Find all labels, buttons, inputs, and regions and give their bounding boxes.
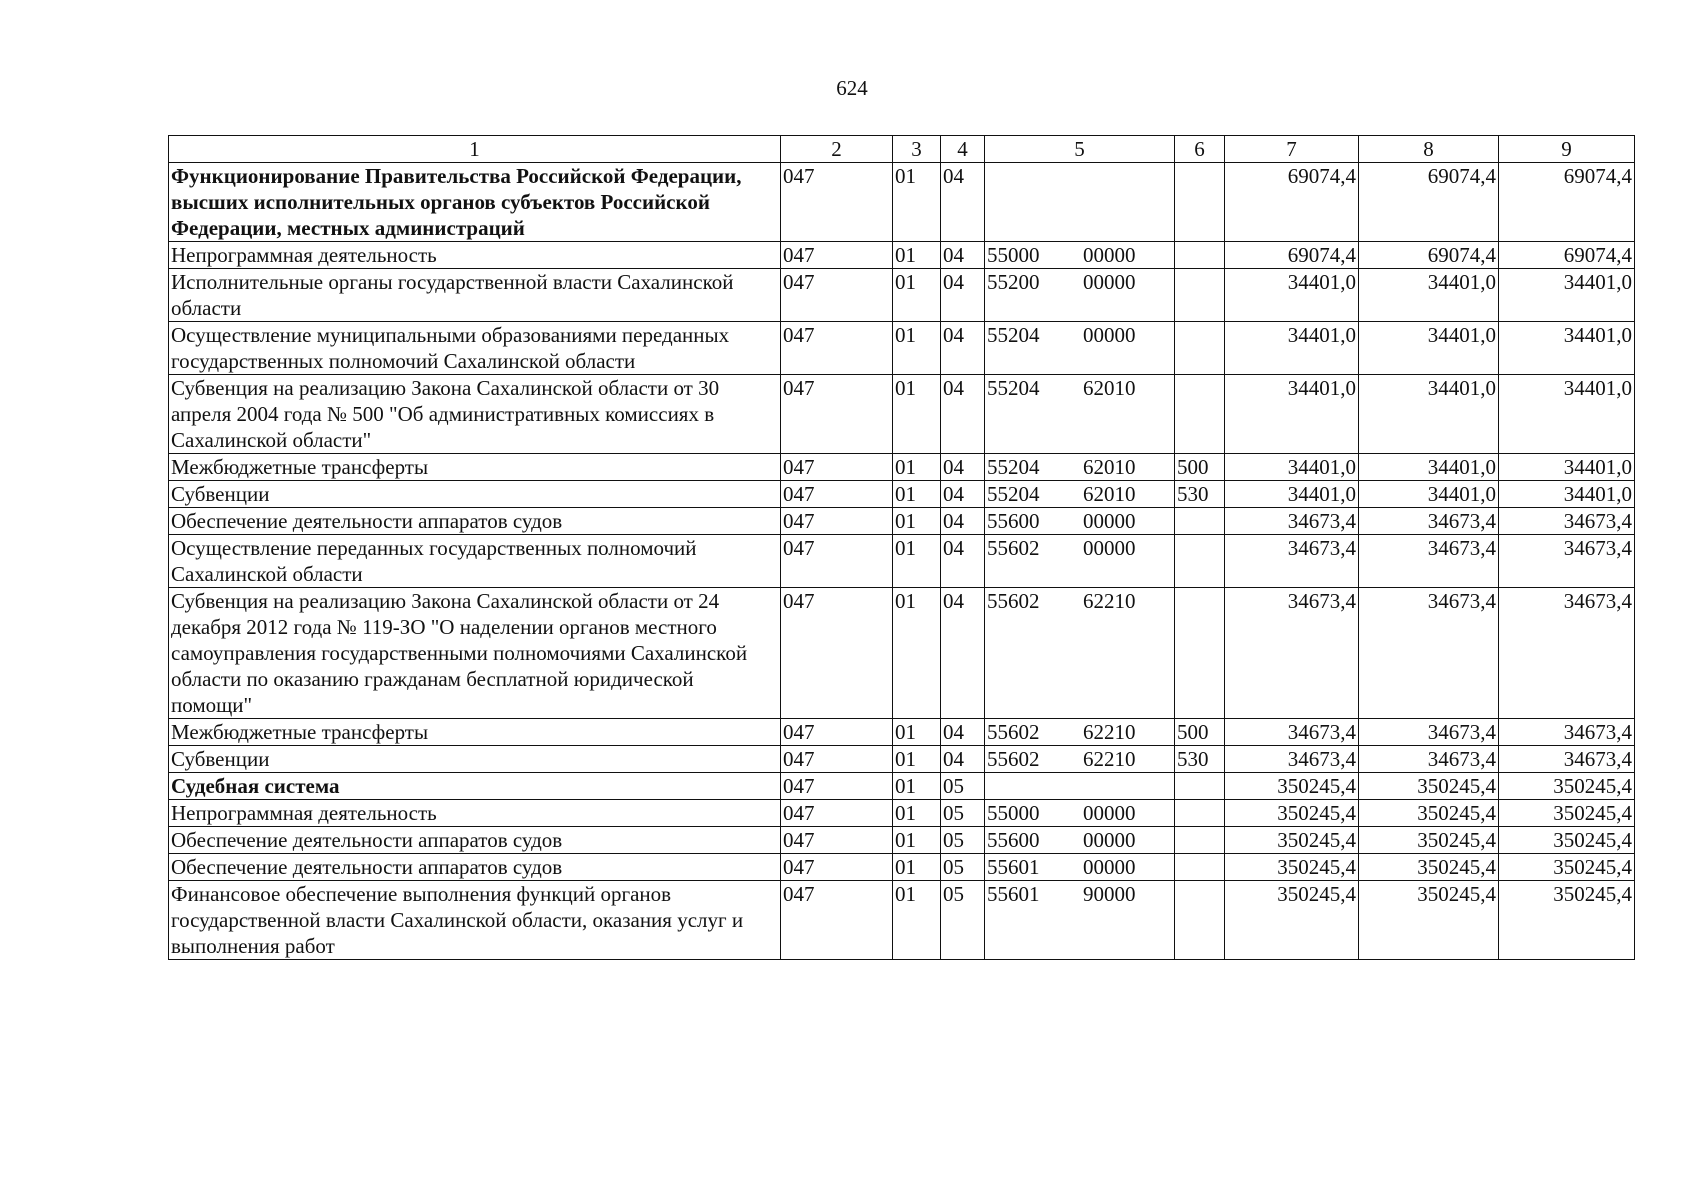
row-code-c3: 01	[893, 854, 941, 881]
table-body	[169, 163, 1635, 960]
row-amount-c9: 350245,4	[1499, 827, 1635, 854]
row-amount-c9: 34401,0	[1499, 481, 1635, 508]
row-amount-c7: 350245,4	[1225, 773, 1359, 800]
row-code-c5	[985, 881, 1175, 960]
row-code-c3: 01	[893, 827, 941, 854]
row-code-c3: 01	[893, 454, 941, 481]
table-row	[169, 854, 1635, 881]
row-code-c6	[1175, 535, 1225, 588]
row-amount-c8: 34401,0	[1359, 375, 1499, 454]
row-code-c6	[1175, 508, 1225, 535]
row-amount-c9: 34673,4	[1499, 508, 1635, 535]
row-name: Обеспечение деятельности аппаратов судов	[169, 508, 781, 535]
row-code-c5-program: 55204	[987, 455, 1040, 479]
row-code-c4: 04	[941, 242, 985, 269]
row-amount-c7: 69074,4	[1225, 242, 1359, 269]
row-amount-c8: 350245,4	[1359, 773, 1499, 800]
row-code-c5	[985, 481, 1175, 508]
row-amount-c9: 34401,0	[1499, 375, 1635, 454]
row-amount-c7: 34401,0	[1225, 481, 1359, 508]
row-code-c4: 04	[941, 322, 985, 375]
row-code-c5-program: 55600	[987, 509, 1040, 533]
row-amount-c9: 350245,4	[1499, 800, 1635, 827]
row-amount-c8: 34673,4	[1359, 508, 1499, 535]
row-name: Непрограммная деятельность	[169, 242, 781, 269]
table-row	[169, 481, 1635, 508]
row-amount-c7: 34401,0	[1225, 322, 1359, 375]
row-code-c5-direction: 00000	[1083, 270, 1136, 294]
row-code-c2: 047	[781, 454, 893, 481]
row-code-c5-program: 55602	[987, 720, 1040, 744]
header-col-7: 7	[1225, 136, 1359, 163]
row-amount-c8: 34401,0	[1359, 454, 1499, 481]
row-code-c3: 01	[893, 881, 941, 960]
row-code-c2: 047	[781, 242, 893, 269]
row-code-c6: 530	[1175, 746, 1225, 773]
row-amount-c7: 350245,4	[1225, 827, 1359, 854]
row-amount-c8: 350245,4	[1359, 800, 1499, 827]
row-code-c5-direction: 00000	[1083, 243, 1136, 267]
row-code-c5	[985, 269, 1175, 322]
row-amount-c7: 34401,0	[1225, 269, 1359, 322]
table-row	[169, 163, 1635, 242]
row-amount-c8: 34401,0	[1359, 269, 1499, 322]
row-code-c3: 01	[893, 375, 941, 454]
table-row	[169, 322, 1635, 375]
row-amount-c9: 350245,4	[1499, 881, 1635, 960]
header-col-2: 2	[781, 136, 893, 163]
row-name: Субвенции	[169, 481, 781, 508]
row-amount-c8: 350245,4	[1359, 854, 1499, 881]
row-code-c2: 047	[781, 800, 893, 827]
header-col-4: 4	[941, 136, 985, 163]
row-code-c4: 05	[941, 800, 985, 827]
row-code-c5-direction: 00000	[1083, 828, 1136, 852]
row-amount-c8: 350245,4	[1359, 881, 1499, 960]
row-code-c5-program: 55204	[987, 376, 1040, 400]
row-amount-c7: 34673,4	[1225, 746, 1359, 773]
row-code-c2: 047	[781, 719, 893, 746]
table-header-row	[169, 136, 1635, 163]
row-code-c3: 01	[893, 242, 941, 269]
row-amount-c8: 34673,4	[1359, 588, 1499, 719]
row-code-c5-direction: 90000	[1083, 882, 1136, 906]
header-col-6: 6	[1175, 136, 1225, 163]
row-amount-c8: 34401,0	[1359, 322, 1499, 375]
row-code-c4: 05	[941, 881, 985, 960]
row-code-c2: 047	[781, 854, 893, 881]
row-code-c5-program: 55602	[987, 747, 1040, 771]
row-amount-c9: 34673,4	[1499, 535, 1635, 588]
row-amount-c7: 34673,4	[1225, 719, 1359, 746]
row-code-c5-direction: 62010	[1083, 376, 1136, 400]
row-amount-c8: 34673,4	[1359, 719, 1499, 746]
row-amount-c8: 34673,4	[1359, 535, 1499, 588]
row-amount-c8: 350245,4	[1359, 827, 1499, 854]
row-amount-c9: 34673,4	[1499, 719, 1635, 746]
row-code-c5	[985, 242, 1175, 269]
row-code-c3: 01	[893, 746, 941, 773]
row-amount-c9: 69074,4	[1499, 242, 1635, 269]
row-amount-c9: 34673,4	[1499, 588, 1635, 719]
row-code-c2: 047	[781, 163, 893, 242]
row-code-c2: 047	[781, 881, 893, 960]
table-row	[169, 746, 1635, 773]
table-row	[169, 719, 1635, 746]
row-code-c4: 04	[941, 535, 985, 588]
table-row	[169, 800, 1635, 827]
row-name: Исполнительные органы государственной власти Сахалинской области	[169, 269, 781, 322]
row-name: Обеспечение деятельности аппаратов судов	[169, 827, 781, 854]
row-code-c3: 01	[893, 269, 941, 322]
row-code-c5-direction: 62210	[1083, 747, 1136, 771]
row-code-c4: 04	[941, 375, 985, 454]
row-code-c5	[985, 322, 1175, 375]
row-code-c5-direction: 62210	[1083, 589, 1136, 613]
row-name: Функционирование Правительства Российской Федерации, высших исполнительных органов субъектов Российской Федерации, местных администраций	[169, 163, 781, 242]
row-amount-c9: 69074,4	[1499, 163, 1635, 242]
row-code-c6: 500	[1175, 454, 1225, 481]
row-amount-c9: 34401,0	[1499, 322, 1635, 375]
row-amount-c9: 34401,0	[1499, 269, 1635, 322]
row-amount-c8: 34673,4	[1359, 746, 1499, 773]
row-amount-c7: 34673,4	[1225, 588, 1359, 719]
row-code-c6	[1175, 322, 1225, 375]
table-row	[169, 881, 1635, 960]
row-code-c2: 047	[781, 375, 893, 454]
row-code-c5-program: 55600	[987, 828, 1040, 852]
row-code-c3: 01	[893, 800, 941, 827]
row-code-c6	[1175, 854, 1225, 881]
table-row	[169, 588, 1635, 719]
row-code-c5-program: 55601	[987, 882, 1040, 906]
row-code-c5-program: 55200	[987, 270, 1040, 294]
row-amount-c8: 34401,0	[1359, 481, 1499, 508]
row-amount-c8: 69074,4	[1359, 242, 1499, 269]
row-code-c5-direction: 00000	[1083, 509, 1136, 533]
row-code-c5-program: 55602	[987, 536, 1040, 560]
row-amount-c7: 69074,4	[1225, 163, 1359, 242]
row-code-c6	[1175, 269, 1225, 322]
row-code-c5-direction: 62210	[1083, 720, 1136, 744]
table-row	[169, 375, 1635, 454]
row-code-c3: 01	[893, 535, 941, 588]
table-row	[169, 454, 1635, 481]
row-name: Субвенции	[169, 746, 781, 773]
row-code-c5	[985, 508, 1175, 535]
table-row	[169, 827, 1635, 854]
row-code-c5-program: 55602	[987, 589, 1040, 613]
row-code-c5	[985, 588, 1175, 719]
header-col-1: 1	[169, 136, 781, 163]
row-code-c5	[985, 454, 1175, 481]
row-code-c3: 01	[893, 719, 941, 746]
row-code-c4: 04	[941, 746, 985, 773]
row-name: Финансовое обеспечение выполнения функций органов государственной власти Сахалинской области, оказания услуг и выполнения работ	[169, 881, 781, 960]
row-code-c6: 500	[1175, 719, 1225, 746]
row-code-c5	[985, 827, 1175, 854]
row-code-c6	[1175, 163, 1225, 242]
row-code-c4: 04	[941, 269, 985, 322]
row-code-c5-direction: 62010	[1083, 482, 1136, 506]
row-code-c5-direction: 00000	[1083, 323, 1136, 347]
row-code-c5	[985, 800, 1175, 827]
row-code-c4: 04	[941, 163, 985, 242]
row-code-c2: 047	[781, 827, 893, 854]
row-code-c6	[1175, 827, 1225, 854]
row-name: Непрограммная деятельность	[169, 800, 781, 827]
row-amount-c9: 34401,0	[1499, 454, 1635, 481]
row-name: Осуществление муниципальными образованиями переданных государственных полномочий Сахалинской области	[169, 322, 781, 375]
row-code-c5-program: 55601	[987, 855, 1040, 879]
row-code-c5	[985, 773, 1175, 800]
row-code-c5	[985, 746, 1175, 773]
row-amount-c9: 350245,4	[1499, 773, 1635, 800]
row-code-c2: 047	[781, 746, 893, 773]
row-code-c4: 04	[941, 481, 985, 508]
row-code-c5	[985, 854, 1175, 881]
row-code-c4: 05	[941, 854, 985, 881]
header-col-3: 3	[893, 136, 941, 163]
row-amount-c8: 69074,4	[1359, 163, 1499, 242]
row-code-c3: 01	[893, 322, 941, 375]
row-code-c6	[1175, 242, 1225, 269]
header-col-8: 8	[1359, 136, 1499, 163]
budget-table	[168, 135, 1635, 960]
row-code-c5-direction: 00000	[1083, 801, 1136, 825]
row-code-c2: 047	[781, 773, 893, 800]
row-amount-c9: 350245,4	[1499, 854, 1635, 881]
row-amount-c7: 350245,4	[1225, 881, 1359, 960]
row-code-c5-program: 55204	[987, 323, 1040, 347]
row-code-c3: 01	[893, 508, 941, 535]
row-code-c5-program: 55000	[987, 243, 1040, 267]
row-name: Субвенция на реализацию Закона Сахалинской области от 30 апреля 2004 года № 500 "Об административных комиссиях в Сахалинской области"	[169, 375, 781, 454]
row-amount-c7: 350245,4	[1225, 800, 1359, 827]
table-row	[169, 773, 1635, 800]
row-amount-c7: 34401,0	[1225, 454, 1359, 481]
table-row	[169, 508, 1635, 535]
page-number: 624	[836, 76, 868, 100]
header-col-9: 9	[1499, 136, 1635, 163]
row-code-c5-program: 55000	[987, 801, 1040, 825]
row-code-c2: 047	[781, 269, 893, 322]
row-amount-c7: 350245,4	[1225, 854, 1359, 881]
row-code-c3: 01	[893, 773, 941, 800]
row-code-c3: 01	[893, 481, 941, 508]
row-code-c5	[985, 719, 1175, 746]
row-code-c2: 047	[781, 535, 893, 588]
row-name: Межбюджетные трансферты	[169, 454, 781, 481]
row-code-c4: 04	[941, 508, 985, 535]
row-code-c2: 047	[781, 508, 893, 535]
row-code-c4: 05	[941, 827, 985, 854]
row-code-c4: 05	[941, 773, 985, 800]
row-code-c6	[1175, 588, 1225, 719]
row-code-c5-program: 55204	[987, 482, 1040, 506]
row-code-c6	[1175, 881, 1225, 960]
row-name: Судебная система	[169, 773, 781, 800]
table-row	[169, 242, 1635, 269]
row-code-c5	[985, 375, 1175, 454]
header-col-5: 5	[985, 136, 1175, 163]
row-amount-c7: 34673,4	[1225, 508, 1359, 535]
row-name: Субвенция на реализацию Закона Сахалинской области от 24 декабря 2012 года № 119-ЗО "О наделении органов местного самоуправления государственными полномочиями Сахалинской области по оказанию гражданам бесплатной юридической помощи"	[169, 588, 781, 719]
row-name: Обеспечение деятельности аппаратов судов	[169, 854, 781, 881]
row-code-c5-direction: 62010	[1083, 455, 1136, 479]
row-amount-c7: 34673,4	[1225, 535, 1359, 588]
row-code-c2: 047	[781, 588, 893, 719]
row-code-c3: 01	[893, 588, 941, 719]
row-code-c5	[985, 163, 1175, 242]
row-amount-c7: 34401,0	[1225, 375, 1359, 454]
row-code-c4: 04	[941, 588, 985, 719]
row-code-c5	[985, 535, 1175, 588]
table-row	[169, 535, 1635, 588]
row-code-c6	[1175, 800, 1225, 827]
row-code-c3: 01	[893, 163, 941, 242]
row-code-c6: 530	[1175, 481, 1225, 508]
row-amount-c9: 34673,4	[1499, 746, 1635, 773]
row-name: Осуществление переданных государственных полномочий Сахалинской области	[169, 535, 781, 588]
row-name: Межбюджетные трансферты	[169, 719, 781, 746]
row-code-c6	[1175, 773, 1225, 800]
row-code-c2: 047	[781, 322, 893, 375]
row-code-c5-direction: 00000	[1083, 855, 1136, 879]
table-row	[169, 269, 1635, 322]
row-code-c4: 04	[941, 719, 985, 746]
row-code-c2: 047	[781, 481, 893, 508]
row-code-c5-direction: 00000	[1083, 536, 1136, 560]
row-code-c6	[1175, 375, 1225, 454]
row-code-c4: 04	[941, 454, 985, 481]
